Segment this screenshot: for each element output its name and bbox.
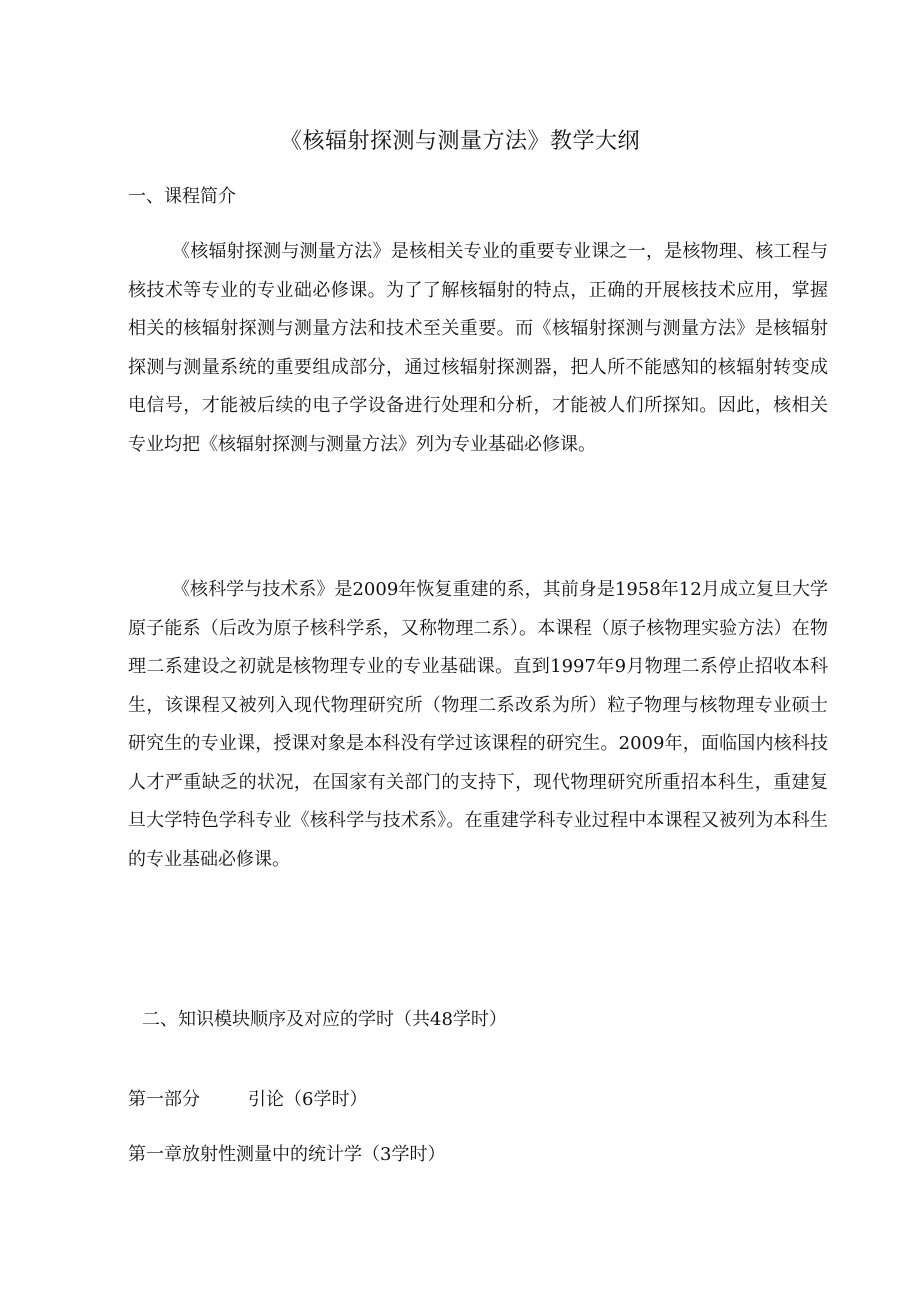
- section-1-heading: 一、课程简介: [128, 186, 236, 207]
- chapter-1-line: 第一章放射性测量中的统计学（3学时）: [128, 1144, 446, 1165]
- section-1-paragraph-2: 《核科学与技术系》是2009年恢复重建的系，其前身是1958年12月成立复旦大学原子能系（后改为原子核科学系，又称物理二系）。本课程（原子核物理实验方法）在物理二系建设之初就是核物理专业的专业基础课。直到1997年9月物理二系停止招收本科生，该课程又被列入现代物理研究所（物理二系改系为所）粒子物理与核物理专业硕士研究生的专业课，授课对象是本科没有学过该课程的研究生。2009年，面临国内核科技人才严重缺乏的状况，在国家有关部门的支持下，现代物理研究所重招本科生，重建复旦大学特色学科专业《核科学与技术系》。在重建学科专业过程中本课程又被列为本科生的专业基础必修课。: [128, 579, 828, 870]
- document-title: 《核辐射探测与测量方法》教学大纲: [279, 129, 640, 154]
- part-1-label: 第一部分: [128, 1089, 200, 1110]
- part-1-line: [128, 1085, 367, 1111]
- part-1-title: 引论（6学时）: [248, 1089, 368, 1110]
- section-2-heading: 二、知识模块顺序及对应的学时（共48学时）: [142, 1009, 507, 1030]
- section-1-paragraph-1: 《核辐射探测与测量方法》是核相关专业的重要专业课之一，是核物理、核工程与核技术等专业的专业础必修课。为了了解核辐射的特点，正确的开展核技术应用，掌握相关的核辐射探测与测量方法和技术至关重要。而《核辐射探测与测量方法》是核辐射探测与测量系统的重要组成部分，通过核辐射探测器，把人所不能感知的核辐射转变成电信号，才能被后续的电子学设备进行处理和分析，才能被人们所探知。因此，核相关专业均把《核辐射探测与测量方法》列为专业基础必修课。: [128, 241, 828, 455]
